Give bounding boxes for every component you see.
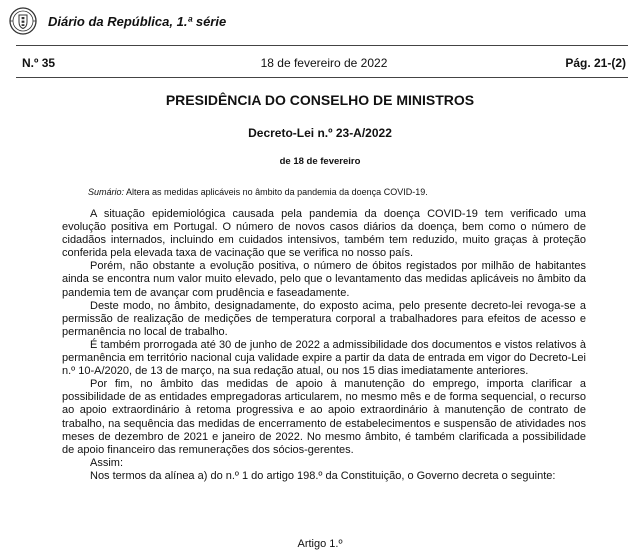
page-reference: Pág. 21-(2) [565, 56, 626, 70]
header-divider-top [16, 45, 628, 46]
decree-summary [88, 187, 608, 197]
paragraph: A situação epidemiológica causada pela pandemia da doença COVID-19 tem verificado uma evolução positiva em Portugal. O número de novos casos diários da doença, bem como o número de cidadãos internados, incluindo em cuidados intensivos, também tem reduzido, muito graças à proteção conferida pela elevada taxa de vacinação que se verifica no nosso país. [62, 208, 586, 260]
section-title: PRESIDÊNCIA DO CONSELHO DE MINISTROS [165, 92, 475, 108]
coat-of-arms-icon [8, 6, 38, 36]
summary-label: Sumário: [88, 187, 125, 197]
issue-date: 18 de fevereiro de 2022 [260, 56, 388, 70]
journal-title: Diário da República, 1.ª série [48, 13, 227, 29]
paragraph: Assim: [90, 456, 123, 469]
decree-body [62, 208, 586, 483]
summary-text: Altera as medidas aplicáveis no âmbito da pandemia da doença COVID-19. [126, 187, 428, 197]
issue-info-row [22, 53, 626, 73]
issue-number: N.º 35 [22, 56, 56, 70]
paragraph: Porém, não obstante a evolução positiva, o número de óbitos registados por milhão de habitantes ainda se encontra num valor muito elevado, pelo que o levantamento das medidas aplicáveis no âmbito da pandemia tem de avançar com prudência e faseadamente. [62, 260, 586, 299]
decree-date: de 18 de fevereiro [279, 156, 361, 167]
header-divider-bottom [16, 77, 628, 78]
decree-title: Decreto-Lei n.º 23-A/2022 [248, 126, 392, 140]
article-heading: Artigo 1.º [297, 538, 343, 550]
paragraph: É também prorrogada até 30 de junho de 2022 a admissibilidade dos documentos e vistos relativos à permanência em território nacional cuja validade expire a partir da data de entrada em vigor do Decreto-Lei n.º 10-A/2020, de 13 de março, na sua redação atual, ou nos 15 dias imediatamente anteriores. [62, 338, 586, 378]
paragraph: Por fim, no âmbito das medidas de apoio à manutenção do emprego, importa clarificar a possibilidade de as entidades empregadoras articularem, no mesmo mês e de forma sequencial, o recurso ao apoio extraordinário à retoma progressiva e ao apoio extraordinário à manutenção de contrato de trabalho, na sequência das medidas de encerramento de estabelecimentos e suspensão de atividades nos meses de dezembro de 2021 e janeiro de 2022. No mesmo âmbito, é também clarificada a possibilidade de apoio financeiro das remunerações dos sócios-gerentes. [62, 378, 586, 456]
paragraph: Nos termos da alínea a) do n.º 1 do artigo 198.º da Constituição, o Governo decreta o seguinte: [90, 469, 556, 482]
journal-header [8, 6, 226, 36]
paragraph: Deste modo, no âmbito, designadamente, do exposto acima, pelo presente decreto-lei revoga-se a permissão de realização de medições de temperatura corporal a trabalhadores para efeitos de acesso e permanência no local de trabalho. [62, 299, 586, 338]
